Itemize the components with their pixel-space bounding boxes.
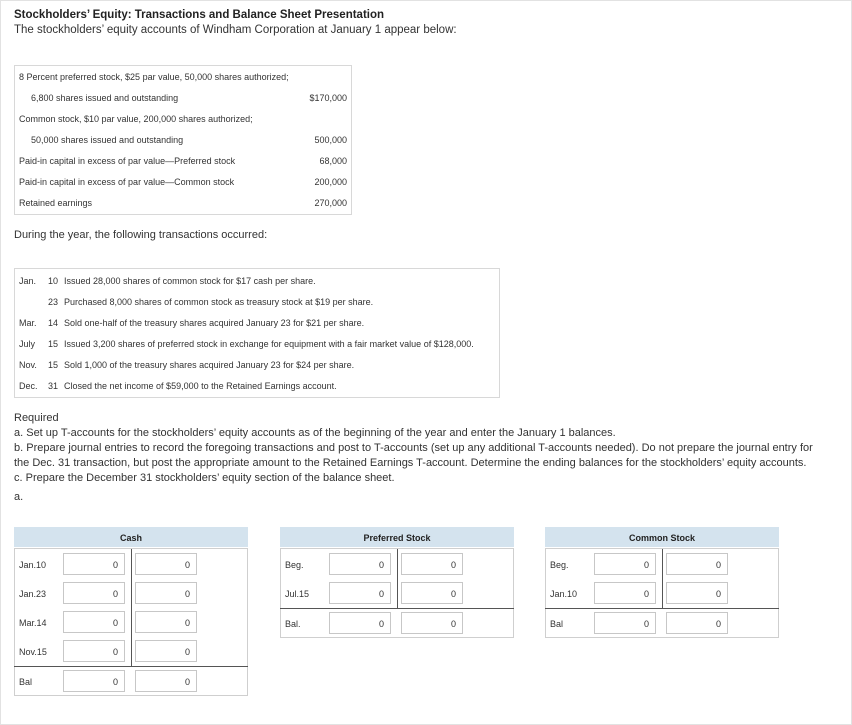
pic-preferred-amount: 68,000 [319,156,347,166]
t-row-label: Beg. [550,560,569,570]
debit-input[interactable]: 0 [594,582,656,604]
t-account-title: Cash [14,527,248,547]
preferred-line-1: 8 Percent preferred stock, $25 par value, 50,000 shares authorized; [19,72,289,82]
preferred-amount: $170,000 [309,93,347,103]
required-heading: Required [14,412,59,424]
balance-credit-input[interactable]: 0 [401,612,463,634]
txn-day: 31 [48,381,59,391]
balance-debit-input[interactable]: 0 [63,670,125,692]
credit-input[interactable]: 0 [666,582,728,604]
t-row-label: Jan.23 [19,589,47,599]
common-line-2: 50,000 shares issued and outstanding [31,135,184,145]
t-row-label: Jul.15 [285,589,310,599]
retained-earnings-label: Retained earnings [19,198,93,208]
page-title: Stockholders’ Equity: Transactions and Balance Sheet Presentation [14,9,385,21]
txn-text: Purchased 8,000 shares of common stock as treasury stock at $19 per share. [64,297,374,307]
txn-month: Jan. [19,276,37,286]
txn-month: Dec. [19,381,38,391]
balance-rule [280,608,514,609]
required-b-line-2: the Dec. 31 transaction, but post the appropriate amount to the Retained Earnings T-account. Determine the ending balances for the stockholders’ equity accounts. [14,457,807,469]
t-account-title: Common Stock [545,527,779,547]
opening-balances-table [14,65,352,215]
debit-input[interactable]: 0 [63,582,125,604]
common-line-1: Common stock, $10 par value, 200,000 shares authorized; [19,114,253,124]
txn-text: Sold 1,000 of the treasury shares acquired January 23 for $24 per share. [64,360,355,370]
required-a: a. Set up T-accounts for the stockholders’ equity accounts as of the beginning of the year and enter the January 1 balances. [14,427,616,439]
txn-text: Sold one-half of the treasury shares acquired January 23 for $21 per share. [64,318,365,328]
txn-day: 14 [48,318,59,328]
balance-credit-input[interactable]: 0 [666,612,728,634]
credit-input[interactable]: 0 [401,582,463,604]
txn-text: Issued 3,200 shares of preferred stock in exchange for equipment with a fair market value of $128,000. [64,339,474,349]
intro-text: The stockholders’ equity accounts of Windham Corporation at January 1 appear below: [14,24,457,36]
t-row-label: Nov.15 [19,647,47,657]
txn-month: Mar. [19,318,37,328]
balance-rule [545,608,779,609]
t-row-label: Beg. [285,560,304,570]
txn-month: Nov. [19,360,37,370]
t-account-frame [545,548,779,638]
debit-input[interactable]: 0 [63,553,125,575]
balance-debit-input[interactable]: 0 [594,612,656,634]
debit-input[interactable]: 0 [329,582,391,604]
part-a-label: a. [14,491,24,503]
pic-preferred-label: Paid-in capital in excess of par value—Preferred stock [19,156,236,166]
required-c: c. Prepare the December 31 stockholders’ equity section of the balance sheet. [14,472,395,484]
pic-common-amount: 200,000 [314,177,347,187]
txn-day: 15 [48,360,59,370]
retained-earnings-amount: 270,000 [314,198,347,208]
t-row-label: Mar.14 [19,618,47,628]
balance-rule [14,666,248,667]
t-account-frame [280,548,514,638]
transactions-table [14,268,500,398]
t-row-label: Jan.10 [19,560,47,570]
preferred-line-2: 6,800 shares issued and outstanding [31,93,179,103]
during-year-text: During the year, the following transactions occurred: [14,229,268,241]
pic-common-label: Paid-in capital in excess of par value—Common stock [19,177,235,187]
balance-label: Bal [550,619,564,629]
txn-text: Issued 28,000 shares of common stock for $17 cash per share. [64,276,316,286]
txn-day: 15 [48,339,59,349]
credit-input[interactable]: 0 [135,640,197,662]
credit-input[interactable]: 0 [135,553,197,575]
required-b-line-1: b. Prepare journal entries to record the foregoing transactions and post to T-accounts (set up any additional T-accounts needed). Do not prepare the journal entry for [14,442,813,454]
common-amount: 500,000 [314,135,347,145]
txn-text: Closed the net income of $59,000 to the Retained Earnings account. [64,381,337,391]
debit-input[interactable]: 0 [63,640,125,662]
credit-input[interactable]: 0 [666,553,728,575]
credit-input[interactable]: 0 [401,553,463,575]
txn-month: July [19,339,36,349]
balance-label: Bal. [285,619,301,629]
t-account-title: Preferred Stock [280,527,514,547]
debit-input[interactable]: 0 [63,611,125,633]
t-account-frame [14,548,248,696]
txn-day: 10 [48,276,59,286]
txn-day: 23 [48,297,59,307]
balance-label: Bal [19,677,33,687]
t-row-label: Jan.10 [550,589,578,599]
debit-input[interactable]: 0 [594,553,656,575]
balance-credit-input[interactable]: 0 [135,670,197,692]
credit-input[interactable]: 0 [135,582,197,604]
credit-input[interactable]: 0 [135,611,197,633]
debit-input[interactable]: 0 [329,553,391,575]
balance-debit-input[interactable]: 0 [329,612,391,634]
